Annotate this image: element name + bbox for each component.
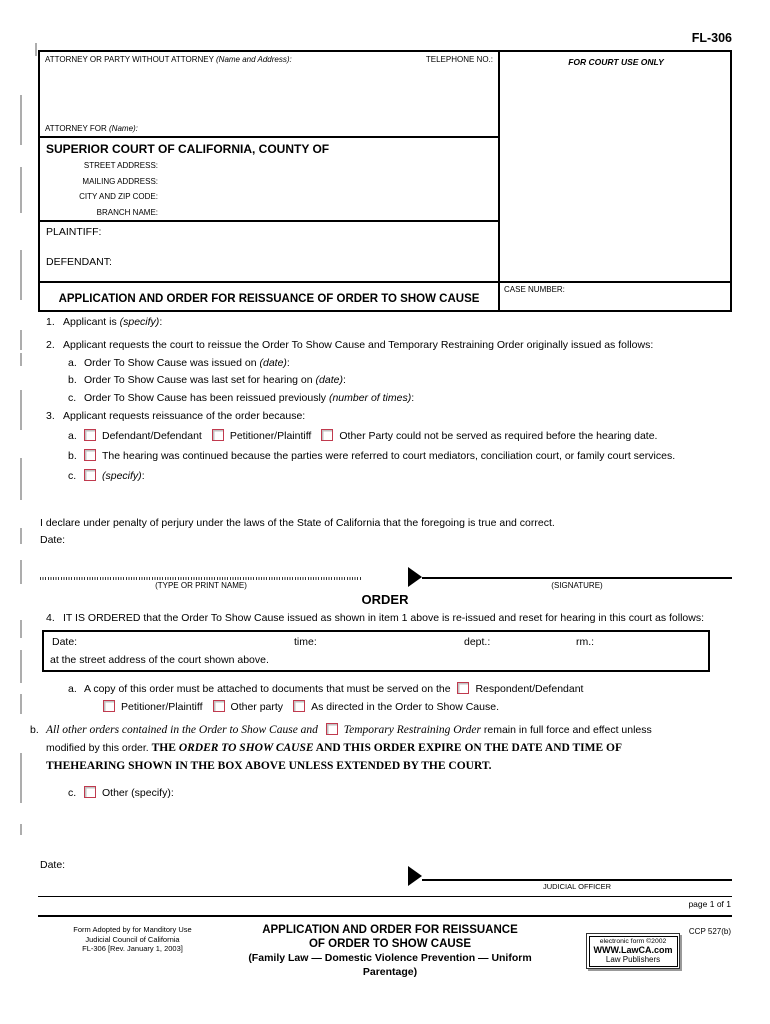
attorney-for-label: ATTORNEY FOR (Name): — [45, 124, 138, 133]
checkbox-hearing-continued[interactable] — [84, 449, 96, 461]
signature-arrow-icon — [408, 567, 422, 587]
declaration — [40, 515, 730, 549]
margin-mark — [20, 353, 22, 366]
checkbox-petitioner-plaintiff[interactable] — [103, 700, 115, 712]
checkbox-defendant[interactable] — [84, 429, 96, 441]
divider — [40, 220, 498, 222]
divider — [40, 136, 498, 138]
checkbox-other-party[interactable] — [321, 429, 333, 441]
order-date-label[interactable]: Date: — [40, 859, 66, 871]
type-print-name-line — [40, 577, 362, 580]
signature-arrow-icon — [408, 866, 422, 886]
item-4-number: 4. — [46, 612, 55, 624]
court-use-box: FOR COURT USE ONLY — [568, 57, 664, 67]
footer-form-title: APPLICATION AND ORDER FOR REISSUANCE OF ORDER TO SHOW CAUSE (Family Law — Domestic Violence Prevention — Uniform Parentage) — [248, 924, 532, 978]
court-info-box[interactable] — [40, 138, 498, 220]
city-zip-label: CITY AND ZIP CODE: — [79, 192, 158, 201]
branch-name-label: BRANCH NAME: — [96, 207, 158, 217]
hearing-date-label: Date: — [52, 636, 78, 648]
case-number-box[interactable] — [499, 283, 733, 314]
hearing-box[interactable] — [42, 630, 710, 672]
divider — [38, 915, 732, 917]
telephone-label: TELEPHONE NO.: — [425, 55, 493, 64]
page-indicator: page 1 of 1 — [688, 899, 731, 909]
signature-label: (SIGNATURE) — [551, 581, 603, 590]
item-2a: a. Order To Show Cause was issued on (date): — [68, 356, 290, 369]
checkbox-as-directed[interactable] — [293, 700, 305, 712]
margin-mark — [20, 167, 22, 213]
margin-mark — [20, 620, 22, 638]
hearing-address-note: at the street address of the court shown above. — [50, 654, 269, 666]
margin-mark — [20, 824, 22, 835]
item-3a: a. Defendant/Defendant Petitioner/Plaintiff Other Party could not be served as required before the hearing date. — [68, 430, 658, 442]
margin-mark — [20, 694, 22, 714]
judicial-signature-line — [422, 879, 732, 881]
item-3 — [46, 406, 732, 486]
checkbox-other-party-2[interactable] — [213, 700, 225, 712]
item-3c: c. (specify): — [68, 470, 145, 482]
item-2b: b. Order To Show Cause was last set for hearing on (date): — [68, 374, 346, 386]
publisher-box: electronic form ©2002 WWW.LawCA.com Law Publishers — [586, 933, 680, 969]
plaintiff-label: PLAINTIFF: — [46, 226, 102, 238]
divider — [38, 896, 732, 897]
mailing-address-label: MAILING ADDRESS: — [82, 176, 158, 186]
footer-adoption-note: Form Adopted by for Manditory Use Judicial Council of California FL-306 [Rev. January 1, 2003] — [73, 925, 192, 953]
checkbox-respondent-defendant[interactable] — [457, 682, 469, 694]
checkbox-temporary-restraining-order[interactable] — [326, 723, 338, 735]
court-title: SUPERIOR COURT OF CALIFORNIA, COUNTY OF — [46, 142, 330, 156]
order-heading: ORDER — [361, 592, 409, 607]
signature-line — [422, 577, 732, 579]
item-4a: a. A copy of this order must be attached to documents that must be served on the Respondent/Defendant Petitioner/Plaintiff Other party As directed in the Order to Show Cause. — [68, 683, 584, 713]
divider — [498, 52, 500, 310]
case-number-label: CASE NUMBER: — [504, 285, 565, 294]
declaration-date-label[interactable]: Date: — [40, 534, 66, 546]
form-number: FL-306 — [691, 31, 732, 45]
item-1-text: Applicant is (specify): — [63, 316, 163, 328]
code-reference: CCP 527(b) — [688, 927, 731, 936]
item-1 — [46, 316, 732, 328]
attorney-box[interactable] — [40, 52, 498, 136]
item-2-number: 2. — [46, 339, 55, 351]
checkbox-petitioner[interactable] — [212, 429, 224, 441]
declaration-text: I declare under penalty of perjury under the laws of the State of California that the foregoing is true and correct. — [40, 517, 555, 529]
item-3-text: Applicant requests reissuance of the order because: — [63, 410, 306, 422]
margin-mark — [20, 560, 22, 584]
type-print-name-label: (TYPE OR PRINT NAME) — [155, 581, 247, 590]
hearing-dept-label: dept.: — [464, 636, 491, 648]
caption-table — [38, 50, 732, 312]
hearing-time-label: time: — [294, 636, 317, 648]
margin-mark — [20, 330, 22, 350]
judicial-officer-label: JUDICIAL OFFICER — [542, 882, 612, 891]
checkbox-specify[interactable] — [84, 469, 96, 481]
item-3b: b. The hearing was continued because the parties were referred to court mediators, conciliation court, or family court services. — [68, 450, 676, 462]
item-2c: c. Order To Show Cause has been reissued previously (number of times): — [68, 391, 415, 404]
item-4 — [46, 612, 732, 624]
street-address-label: STREET ADDRESS: — [83, 161, 158, 170]
divider — [40, 281, 730, 283]
hearing-room-label: rm.: — [576, 636, 595, 648]
item-1-number: 1. — [46, 316, 55, 328]
margin-mark — [20, 458, 22, 500]
margin-mark — [20, 650, 22, 683]
item-4b: b. All other orders contained in the Order to Show Cause and Temporary Restraining Order remain in full force and effect unless modified by this order. THE ORDER TO SHOW CAUSE AND THIS ORDER EXPIRE ON THE DATE AND TIME OF THEHEARING SHOWN IN THE BOX ABOVE UNLESS EXTENDED BY THE COURT. — [30, 724, 652, 772]
margin-mark — [35, 43, 37, 56]
item-4-text: IT IS ORDERED that the Order To Show Cause issued as shown in item 1 above is re-issued and reset for hearing in this court as follows: — [63, 612, 704, 624]
item-4c: c. Other (specify): — [68, 787, 174, 799]
checkbox-other-specify[interactable] — [84, 786, 96, 798]
item-2-text: Applicant requests the court to reissue the Order To Show Cause and Temporary Restraining Order originally issued as follows: — [63, 339, 654, 351]
margin-mark — [20, 390, 22, 430]
attorney-label: ATTORNEY OR PARTY WITHOUT ATTORNEY (Name and Address): — [45, 55, 292, 64]
margin-mark — [20, 95, 22, 145]
party-box[interactable] — [40, 222, 498, 281]
item-3-number: 3. — [46, 410, 55, 422]
item-2 — [46, 337, 732, 407]
margin-mark — [20, 528, 22, 544]
margin-mark — [20, 250, 22, 300]
judicial-signature-row — [38, 862, 732, 894]
form-title: APPLICATION AND ORDER FOR REISSUANCE OF ORDER TO SHOW CAUSE — [58, 292, 480, 305]
defendant-label: DEFENDANT: — [46, 256, 112, 268]
